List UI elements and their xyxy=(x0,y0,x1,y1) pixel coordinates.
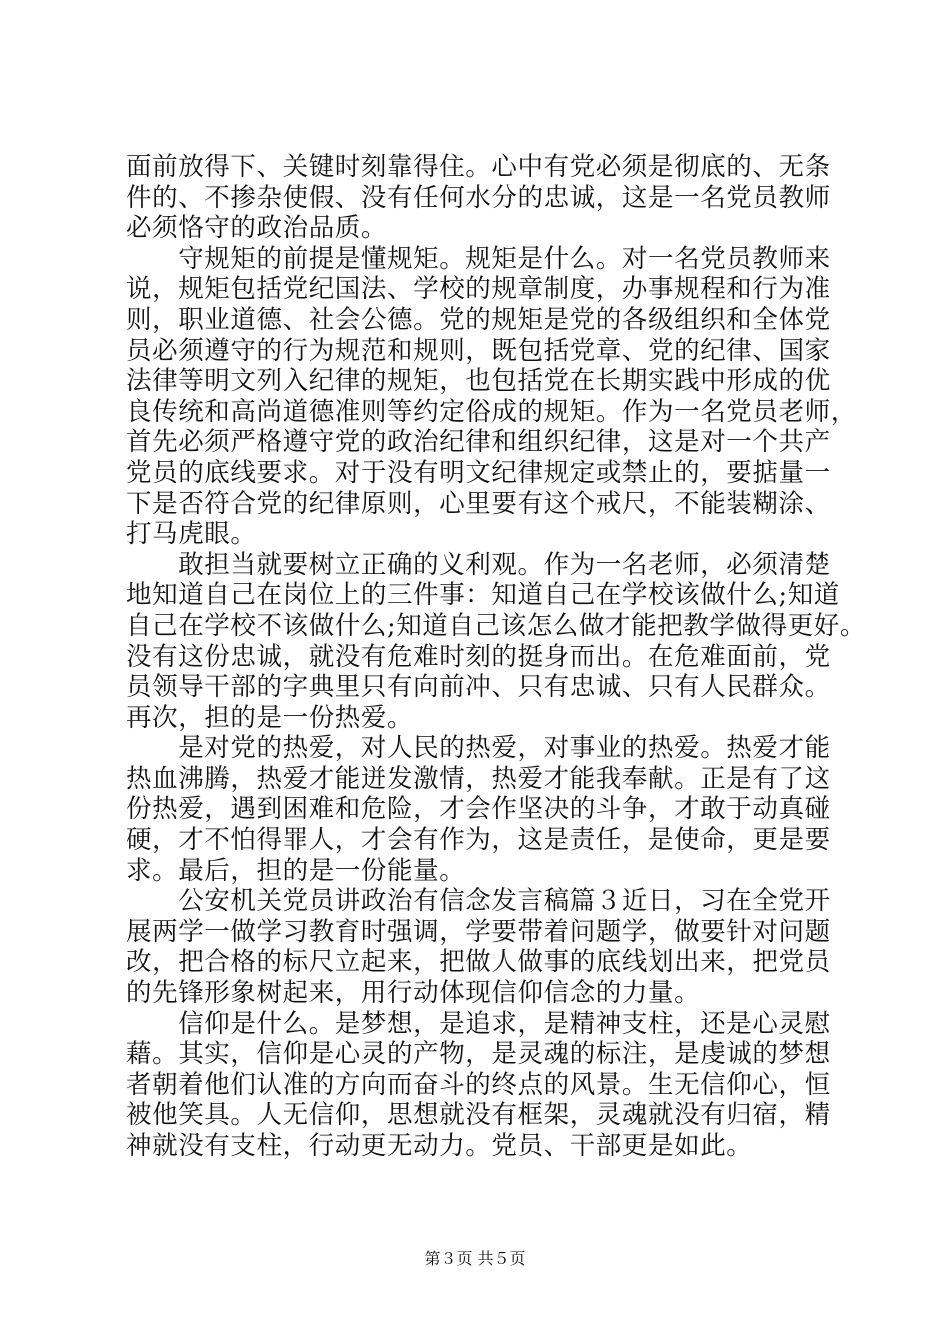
text-line: 件的、不掺杂使假、没有任何水分的忠诚，这是一名党员教师 xyxy=(126,182,831,213)
text-line: 打马虎眼。 xyxy=(126,519,257,550)
paragraph xyxy=(126,243,857,550)
text-line: 则，职业道德、社会公德。党的规矩是党的各级组织和全体党 xyxy=(126,304,831,335)
text-line: 者朝着他们认准的方向而奋斗的终点的风景。生无信仰心，恒 xyxy=(126,1069,831,1100)
text-line: 法律等明文列入纪律的规矩，也包括党在长期实践中形成的优 xyxy=(126,366,831,397)
text-line: 信仰是什么。是梦想，是追求，是精神支柱，还是心灵慰 xyxy=(126,1008,831,1039)
text-line: 敢担当就要树立正确的义利观。作为一名老师，必须清楚 xyxy=(126,549,831,580)
text-line: 改，把合格的标尺立起来，把做人做事的底线划出来，把党员 xyxy=(126,947,831,978)
text-line: 神就没有支柱，行动更无动力。党员、干部更是如此。 xyxy=(126,1131,753,1161)
text-line: 没有这份忠诚，就没有危难时刻的挺身而出。在危难面前，党 xyxy=(126,641,831,672)
text-line: 下是否符合党的纪律原则，心里要有这个戒尺，不能装糊涂、 xyxy=(126,488,831,519)
paragraph xyxy=(126,549,866,734)
text-line: 员必须遵守的行为规范和规则，既包括党章、党的纪律、国家 xyxy=(126,335,831,366)
paragraph xyxy=(126,152,831,244)
text-line: 党员的底线要求。对于没有明文纪律规定或禁止的，要掂量一 xyxy=(126,457,831,488)
text-line: 再次，担的是一份热爱。 xyxy=(126,702,414,733)
text-line: 良传统和高尚道德准则等约定俗成的规矩。作为一名党员老师， xyxy=(126,396,857,427)
text-line: 硬，才不怕得罪人，才会有作为，这是责任，是使命，更是要 xyxy=(126,825,831,856)
text-line: 员领导干部的字典里只有向前冲、只有忠诚、只有人民群众。 xyxy=(126,672,831,703)
text-line: 被他笑具。人无信仰，思想就没有框架，灵魂就没有归宿，精 xyxy=(126,1100,831,1131)
document-body xyxy=(126,152,866,1162)
text-line: 首先必须严格遵守党的政治纪律和组织纪律，这是对一个共产 xyxy=(126,427,831,458)
text-line: 守规矩的前提是懂规矩。规矩是什么。对一名党员教师来 xyxy=(126,243,831,274)
text-line: 热血沸腾，热爱才能迸发激情，热爱才能我奉献。正是有了这 xyxy=(126,763,831,794)
text-line: 面前放得下、关键时刻靠得住。心中有党必须是彻底的、无条 xyxy=(126,152,831,182)
text-line: 求。最后，担的是一份能量。 xyxy=(126,855,466,886)
paragraph xyxy=(126,733,831,886)
text-line: 藉。其实，信仰是心灵的产物，是灵魂的标注，是虔诚的梦想 xyxy=(126,1039,831,1070)
text-line: 是对党的热爱，对人民的热爱，对事业的热爱。热爱才能 xyxy=(126,733,831,764)
text-line: 公安机关党员讲政治有信念发言稿篇３近日，习在全党开 xyxy=(126,886,831,917)
text-line: 自己在学校不该做什么;知道自己该怎么做才能把教学做得更好。 xyxy=(126,610,866,641)
text-line: 的先锋形象树起来，用行动体现信仰信念的力量。 xyxy=(126,978,701,1009)
paragraph xyxy=(126,886,831,1009)
page-number-footer: 第３页 共５页 xyxy=(424,1249,526,1268)
text-line: 说，规矩包括党纪国法、学校的规章制度，办事规程和行为准 xyxy=(126,274,831,305)
text-line: 地知道自己在岗位上的三件事：知道自己在学校该做什么;知道 xyxy=(126,580,840,611)
paragraph xyxy=(126,1008,831,1162)
text-line: 必须恪守的政治品质。 xyxy=(126,213,388,244)
text-line: 份热爱，遇到困难和危险，才会作坚决的斗争，才敢于动真碰 xyxy=(126,794,831,825)
text-line: 展两学一做学习教育时强调，学要带着问题学，做要针对问题 xyxy=(126,916,831,947)
